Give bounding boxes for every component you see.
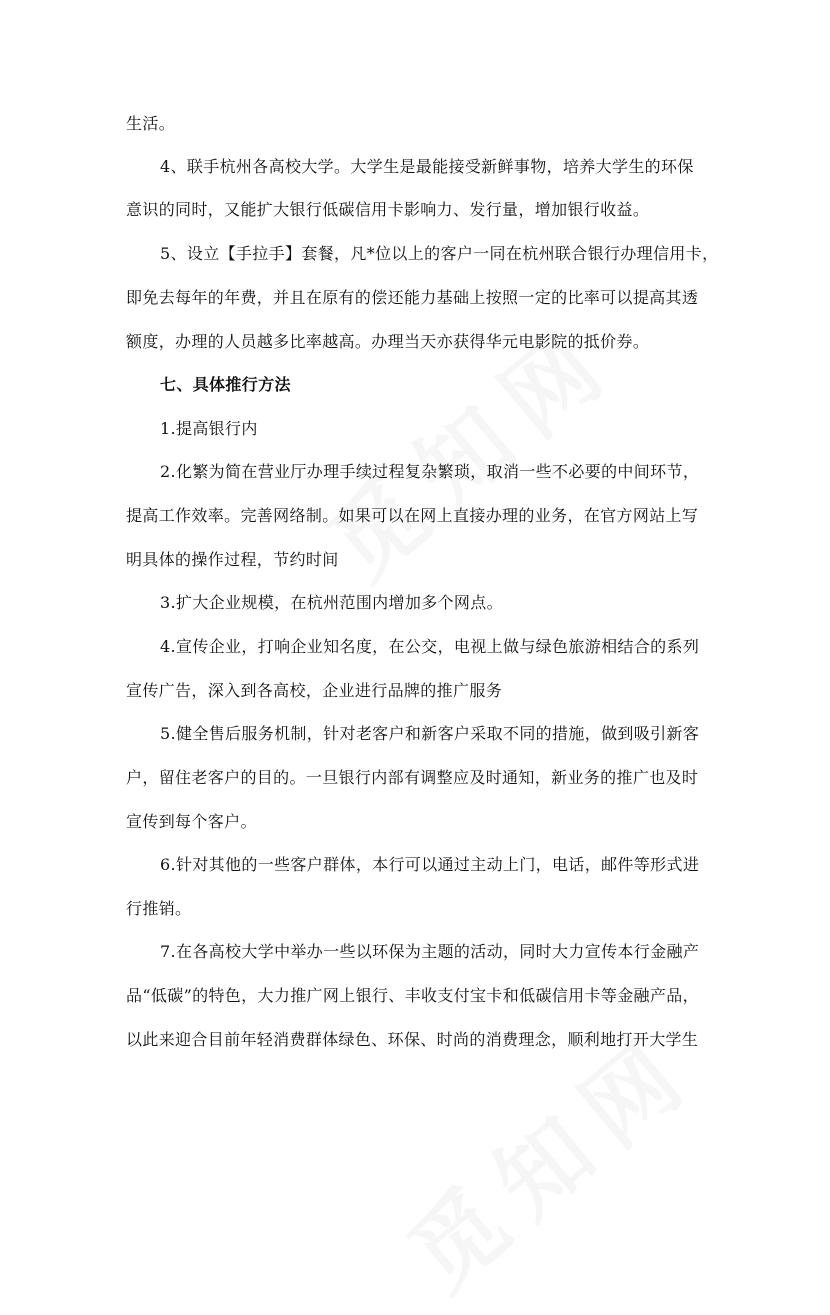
- text-line: 5、设立【手拉手】套餐，凡*位以上的客户一同在杭州联合银行办理信用卡，: [160, 244, 719, 263]
- text-line: 7.在各高校大学中举办一些以环保为主题的活动，同时大力宣传本行金融产: [160, 942, 700, 961]
- text-line: 即免去每年的年费，并且在原有的偿还能力基础上按照一定的比率可以提高其透: [126, 288, 699, 307]
- section-heading: 七、具体推行方法: [160, 375, 291, 394]
- text-line: 以此来迎合目前年轻消费群体绿色、环保、时尚的消费理念，顺利地打开大学生: [126, 1030, 699, 1049]
- text-line: 行推销。: [126, 899, 192, 918]
- text-line: 生活。: [126, 114, 176, 133]
- text-line: 提高工作效率。完善网络制。如果可以在网上直接办理的业务，在官方网站上写: [126, 506, 699, 525]
- text-line: 宣传广告，深入到各高校，企业进行品牌的推广服务: [126, 681, 503, 700]
- text-line: 户，留住老客户的目的。一旦银行内部有调整应及时通知，新业务的推广也及时: [126, 768, 699, 787]
- text-line: 额度，办理的人员越多比率越高。办理当天亦获得华元电影院的抵价券。: [126, 332, 650, 351]
- text-line: 5.健全售后服务机制，针对老客户和新客户采取不同的措施，做到吸引新客: [160, 724, 700, 743]
- text-line: 6.针对其他的一些客户群体，本行可以通过主动上门，电话，邮件等形式进: [160, 855, 700, 874]
- text-line: 明具体的操作过程，节约时间: [126, 550, 339, 569]
- text-line: 品“低碳”的特色，大力推广网上银行、丰收支付宝卡和低碳信用卡等金融产品，: [126, 986, 699, 1005]
- text-line: 意识的同时，又能扩大银行低碳信用卡影响力、发行量，增加银行收益。: [126, 200, 650, 219]
- text-line: 宣传到每个客户。: [126, 812, 257, 831]
- text-line: 4.宣传企业，打响企业知名度，在公交，电视上做与绿色旅游相结合的系列: [160, 637, 700, 656]
- text-line: 2.化繁为简在营业厅办理手续过程复杂繁琐，取消一些不必要的中间环节，: [160, 462, 700, 481]
- text-line: 1.提高银行内: [160, 419, 258, 438]
- text-line: 4、联手杭州各高校大学。大学生是最能接受新鲜事物，培养大学生的环保: [160, 157, 694, 176]
- text-line: 3.扩大企业规模，在杭州范围内增加多个网点。: [160, 593, 503, 612]
